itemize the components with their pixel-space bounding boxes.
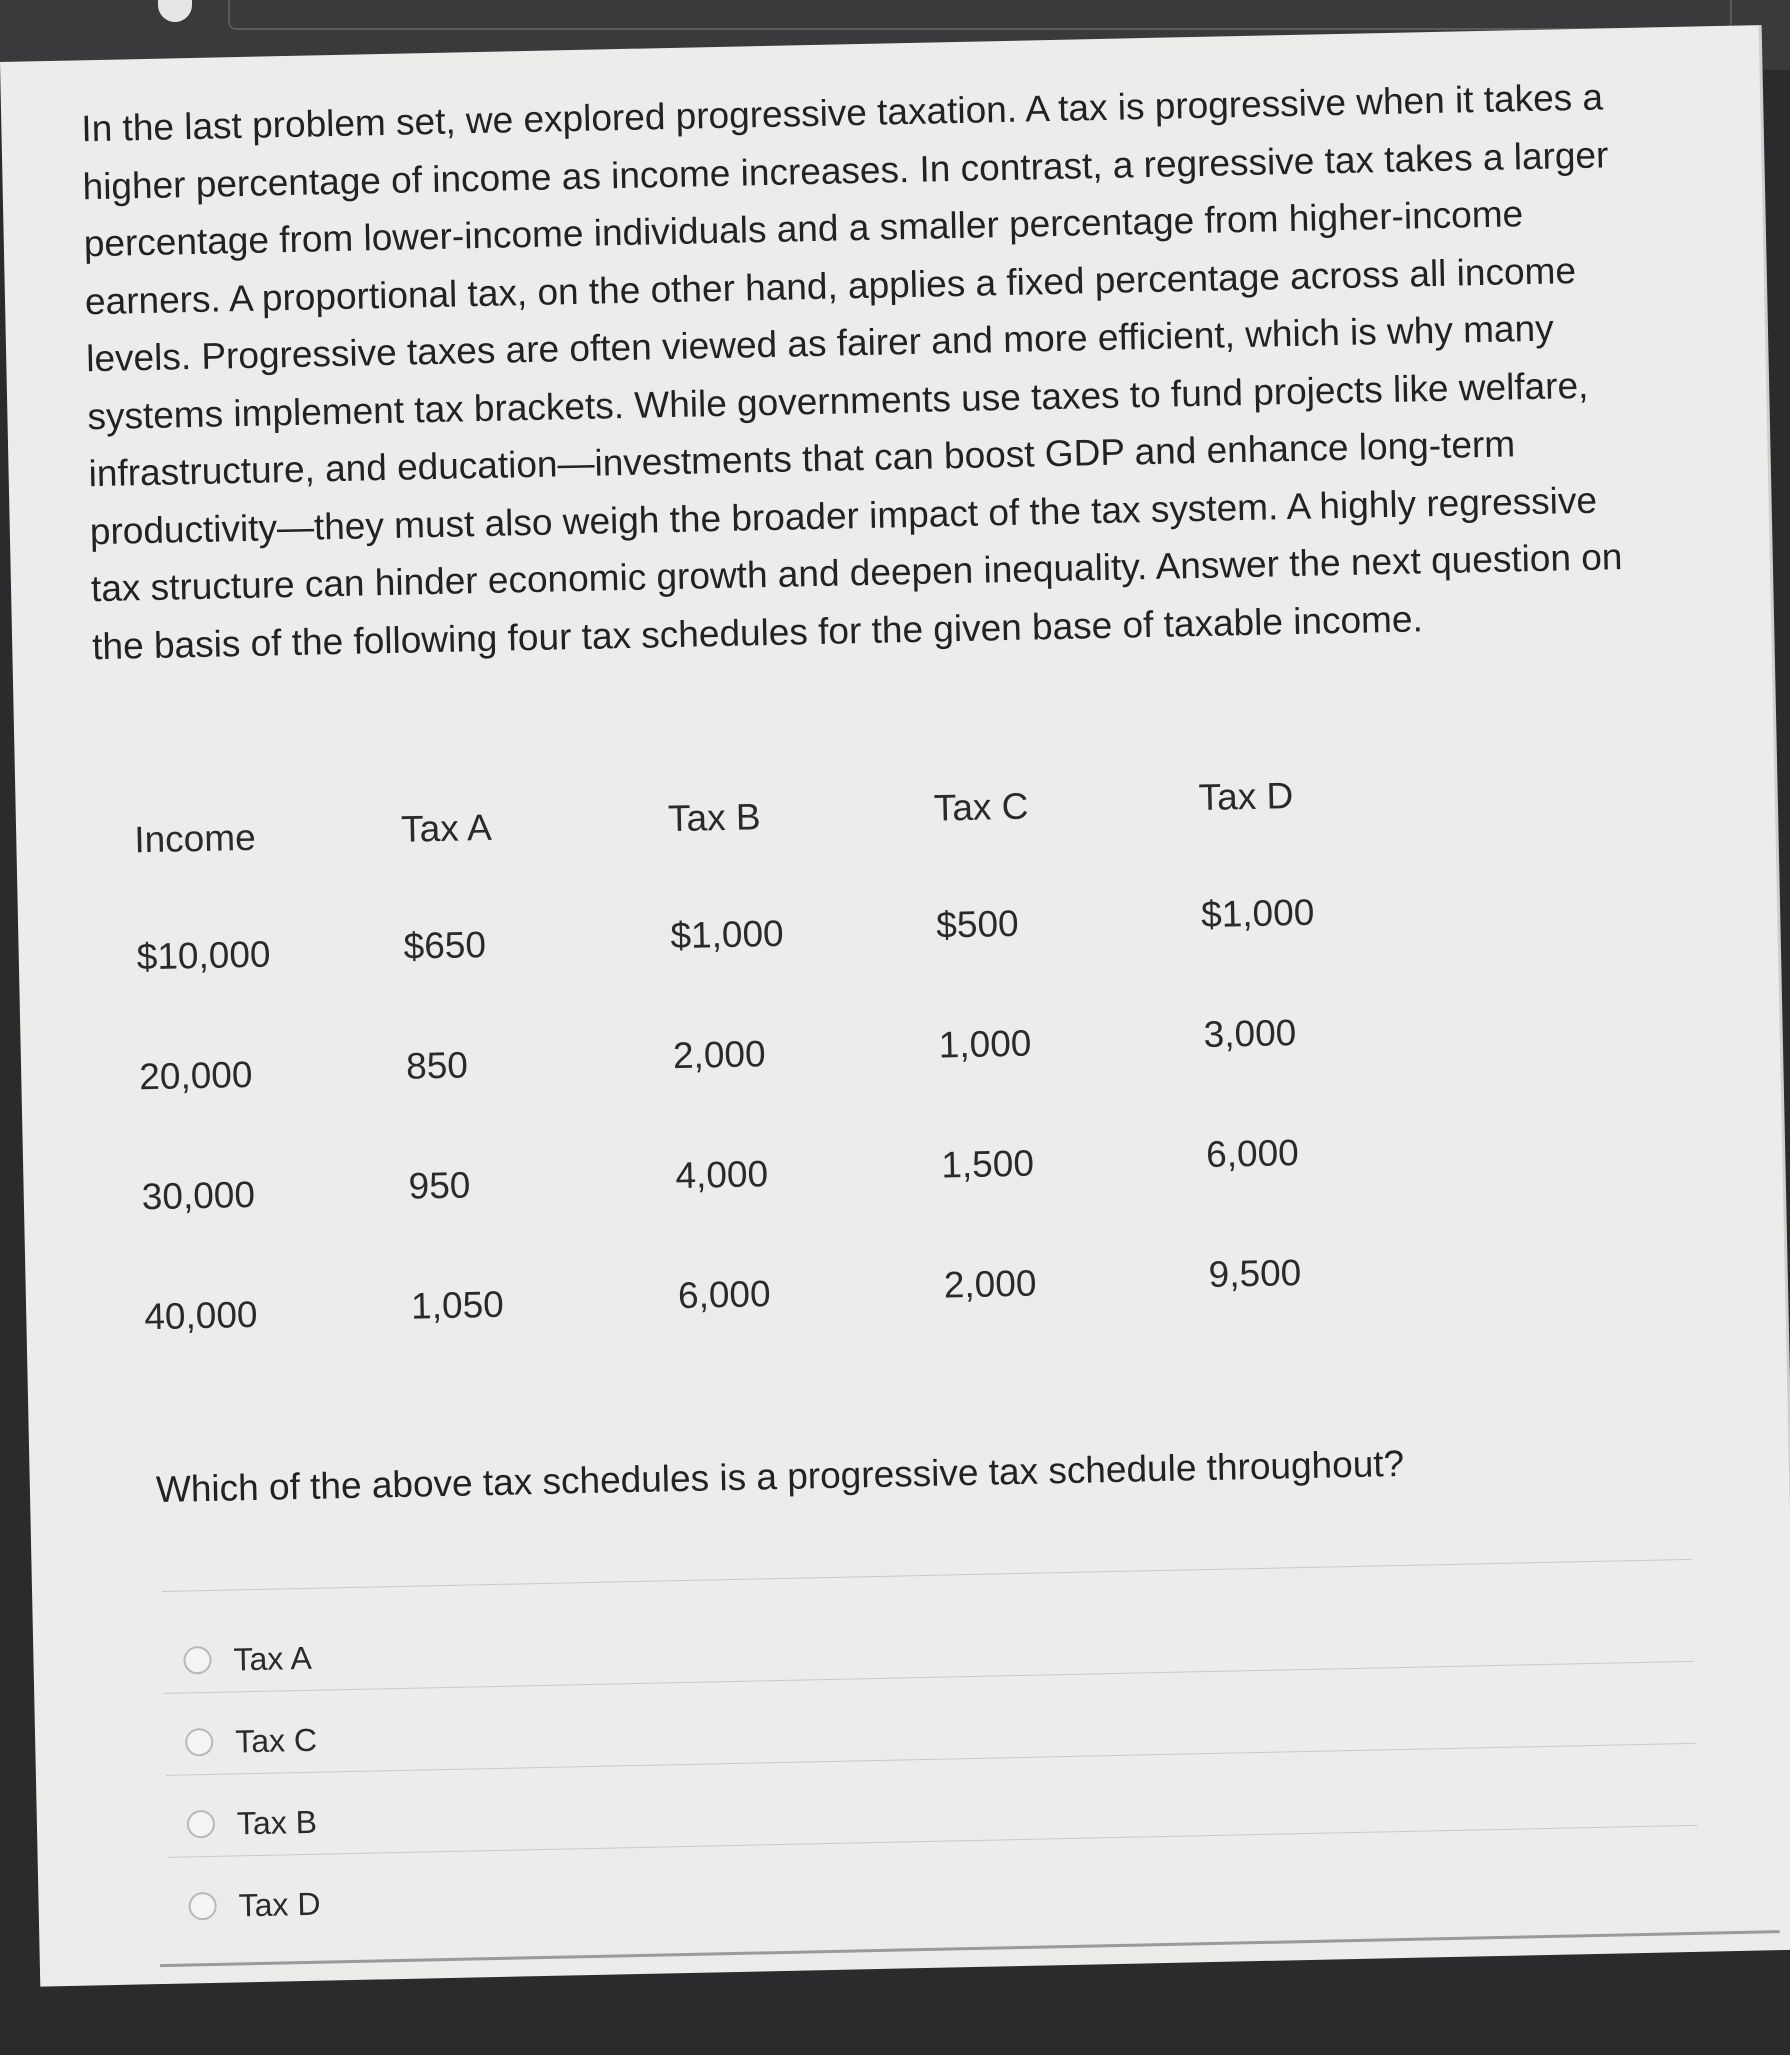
table-cell: 1,500 xyxy=(940,1142,1035,1186)
option-label: Tax A xyxy=(233,1639,313,1677)
table-cell: 9,500 xyxy=(1208,1252,1302,1295)
table-header-tax-d: Tax D xyxy=(1198,775,1294,819)
table-cell: $10,000 xyxy=(136,933,271,978)
panel-bottom-border xyxy=(160,1930,1780,1967)
table-header-tax-b: Tax B xyxy=(667,796,761,840)
table-cell: 40,000 xyxy=(143,1293,258,1338)
option-label: Tax B xyxy=(236,1803,318,1841)
shield-icon xyxy=(158,0,192,22)
question-passage: In the last problem set, we explored progressive taxation. A tax is progressive when it takes a higher percentage of income as income increases. In contrast, a regressive tax takes a larger percentage from lower-income individuals and a smaller percentage from higher-income earners. A proportional tax, on the other hand, applies a fixed percentage across all income levels. Progressive taxes are often viewed as fairer and more efficient, which is why many systems implement tax brackets. While governments use taxes to fund projects like welfare, infrastructure, and education—investments that can boost GDP and enhance long-term productivity—they must also weigh the broader impact of the tax system. A highly regressive tax structure can hinder economic growth and deepen inequality. Answer the next question on the basis of the following four tax schedules for the given base of taxable income. xyxy=(80,76,1623,667)
answer-option-tax-b[interactable] xyxy=(187,1802,318,1845)
table-cell: 6,000 xyxy=(677,1273,771,1317)
table-cell: $1,000 xyxy=(1200,891,1315,936)
table-cell: 2,000 xyxy=(672,1033,766,1077)
table-cell: $1,000 xyxy=(670,912,785,957)
radio-button[interactable] xyxy=(188,1892,217,1921)
table-cell: 1,000 xyxy=(938,1022,1032,1066)
table-header-tax-c: Tax C xyxy=(933,785,1029,829)
table-cell: $650 xyxy=(403,924,487,967)
table-cell: $500 xyxy=(935,902,1020,946)
divider xyxy=(162,1559,1692,1592)
divider xyxy=(164,1661,1694,1694)
answer-option-tax-a[interactable] xyxy=(183,1638,312,1681)
table-column-income xyxy=(133,814,394,1338)
table-cell: 4,000 xyxy=(675,1153,769,1197)
table-cell: 6,000 xyxy=(1205,1132,1300,1175)
table-cell: 20,000 xyxy=(138,1053,253,1098)
table-column-tax-b xyxy=(667,793,928,1317)
divider xyxy=(168,1825,1698,1858)
table-cell: 950 xyxy=(408,1164,471,1207)
option-label: Tax D xyxy=(238,1885,321,1923)
table-header-tax-a: Tax A xyxy=(400,806,493,850)
table-cell: 3,000 xyxy=(1203,1012,1297,1056)
table-cell: 30,000 xyxy=(141,1173,256,1218)
radio-button[interactable] xyxy=(183,1646,212,1675)
address-bar[interactable] xyxy=(228,0,1732,30)
table-cell: 1,050 xyxy=(410,1283,505,1327)
radio-button[interactable] xyxy=(185,1728,214,1757)
table-column-tax-c xyxy=(933,782,1193,1306)
answer-option-tax-c[interactable] xyxy=(185,1720,318,1763)
table-column-tax-d xyxy=(1198,772,1458,1295)
quiz-page xyxy=(0,25,1790,1986)
answer-option-tax-d[interactable] xyxy=(188,1884,321,1927)
radio-button[interactable] xyxy=(187,1810,216,1839)
table-column-tax-a xyxy=(400,803,661,1327)
question-prompt: Which of the above tax schedules is a progressive tax schedule throughout? xyxy=(155,1442,1405,1511)
table-cell: 850 xyxy=(405,1044,469,1087)
table-cell: 2,000 xyxy=(943,1262,1037,1306)
table-header-income: Income xyxy=(133,816,257,861)
divider xyxy=(166,1743,1696,1776)
panel-right-border xyxy=(1759,25,1790,1950)
option-label: Tax C xyxy=(234,1721,318,1759)
